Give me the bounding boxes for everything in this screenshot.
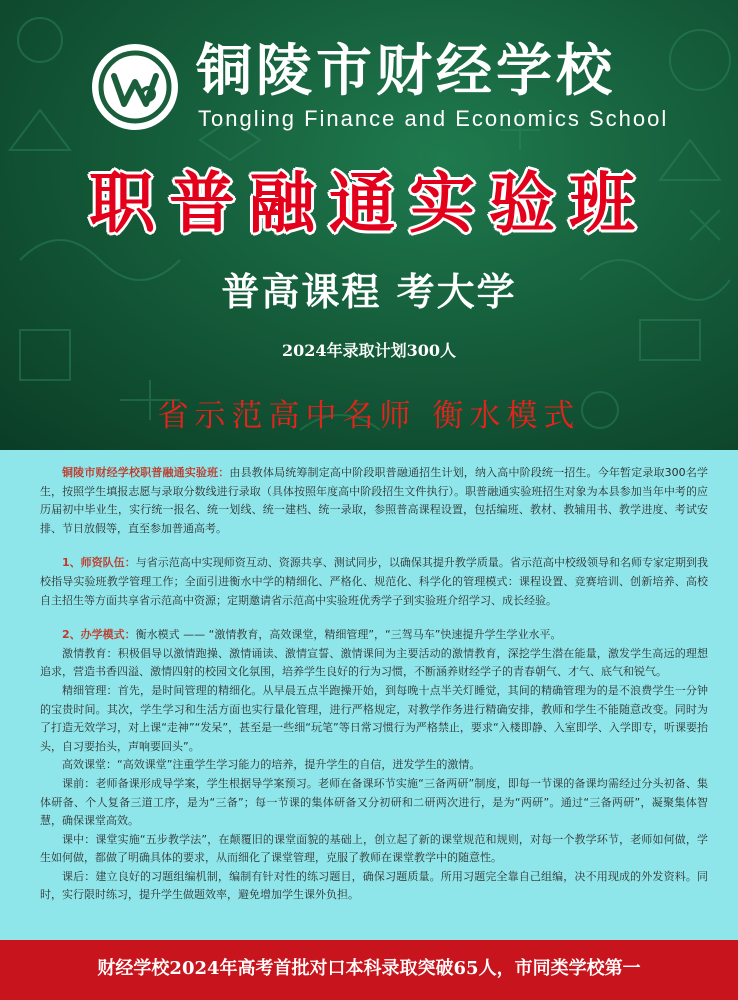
program-description <box>40 464 708 905</box>
faculty-paragraph <box>40 554 708 610</box>
achievement-text: 财经学校2024年高考首批对口本科录取突破65人，市同类学校第一 <box>97 958 641 979</box>
school-name-chinese: 铜陵市财经学校 <box>196 38 616 104</box>
achievement-banner <box>0 940 738 1000</box>
passion-paragraph: 激情教育：积极倡导以激情跑操、激情诵读、激情宣誓、激情课间为主要活动的激情教育，深挖学生潜在能量，激发学生高远的理想追求，营造书香四溢、激情四射的校园文化氛围，培养学生良好的行为习惯，不断涵养财经学子的青春朝气、才气、底气和锐气。 <box>40 646 708 679</box>
program-slogan: 省示范高中名师 衡水模式 <box>157 398 581 434</box>
after-class-paragraph: 课后：建立良好的习题组编机制，编制有针对性的练习题目，确保习题质量。所用习题完全靠自己组编，决不用现成的外发资料。同时，实行限时练习，提升学生做题效率，避免增加学生课外负担。 <box>40 869 708 902</box>
faculty-text: 与省示范高中实现师资互动、资源共享、测试同步，以确保其提升教学质量。省示范高中校级领导和名师专家定期到我校指导实验班教学管理工作；全面引进衡水中学的精细化、严格化、规范化、科学化的管理模式：课程设置、竞赛培训、创新培养、高校自主招生等方面共享省示范高中资源；定期邀请省示范高中实验班优秀学子到实验班介绍学习、成长经验。 <box>40 556 709 607</box>
intro-text: 由县教体局统筹制定高中阶段职普融通招生计划，纳入高中阶段统一招生。今年暂定录取300名学生，按照学生填报志愿与录取分数线进行录取（具体按照年度高中阶段招生文件执行）。职普融通实验班招生对象为本县参加当年中考的应历届初中毕业生，实行统一报名、统一划线、统一建档、统一录取，参照普高课程设置，包括编班、教材、教辅用书、教学进度、考试安排、节日放假等，直至参加普通高考。 <box>40 466 709 535</box>
fine-management-paragraph: 精细管理：首先，是时间管理的精细化。从早晨五点半跑操开始，到每晚十点半关灯睡觉，其间的精确管理为的是不浪费学生一分钟的宝贵时间。其次，学生学习和生活方面也实行量化管理，进行严格规定，对教学作务进行精确安排，教师和学生不能随意改变。同时为了打造无效学习，对上课“走神”“发呆”，甚至是一些细“玩笔”等日常习惯行为严格禁止，要求“入楼即静、入室即学、入学即专，听课要抬头，自习要抬头，声响要回头”。 <box>40 683 708 753</box>
model-label: 2、办学模式： <box>62 628 136 642</box>
model-paragraph <box>40 626 708 645</box>
intro-lead: 铜陵市财经学校职普融通实验班： <box>62 466 230 479</box>
intro-paragraph <box>40 464 708 538</box>
program-subtitle: 普高课程 考大学 <box>221 270 517 314</box>
during-class-paragraph: 课中：课堂实施“五步教学法”，在颠覆旧的课堂面貌的基础上，创立起了新的课堂规范和规则，对每一个教学环节，老师如何做，学生如何做，都做了明确具体的要求，从而细化了课堂管理，克服了教师在课堂教学中的随意性。 <box>40 832 708 865</box>
before-class-paragraph: 课前：老师备课形成导学案，学生根据导学案预习。老师在备课环节实施“三备两研”制度，即每一节课的备课均需经过分头初备、集体研备、个人复备三道工序，是为“三备”；每一节课的集体研备又分初研和二研两次进行，是为“两研”。通过“三备两研”，凝聚集体智慧，确保课堂高效。 <box>40 776 708 828</box>
school-logo-icon <box>92 44 178 130</box>
school-name-english: Tongling Finance and Economics School <box>198 106 669 131</box>
enrollment-plan: 2024年录取计划300人 <box>282 341 456 360</box>
header-panel <box>0 0 738 450</box>
efficient-class-paragraph: 高效课堂：“高效课堂”注重学生学习能力的培养，提升学生的自信，迸发学生的激情。 <box>62 758 481 772</box>
program-title: 职普融通实验班 <box>89 165 649 242</box>
faculty-label: 1、师资队伍： <box>62 556 136 570</box>
model-intro: 衡水模式 —— “激情教育，高效课堂，精细管理”，“三驾马车”快速提升学生学业水平。 <box>135 628 562 642</box>
